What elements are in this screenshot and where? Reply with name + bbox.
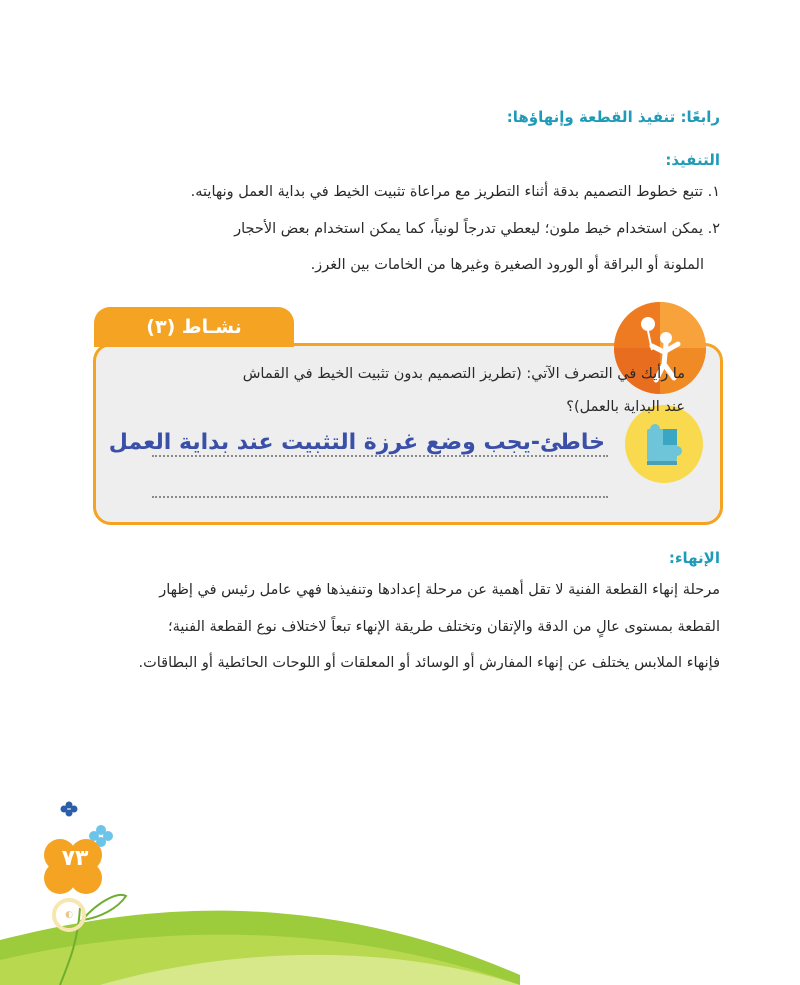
finishing-heading: الإنهاء: [668, 549, 720, 567]
finishing-line-3: فإنهاء الملابس يختلف عن إنهاء المفارش أو الوسائد أو المعلقات أو اللوحات الحائطية أو البطاقات. [138, 655, 720, 671]
activity-title: نشـاط (٣) [94, 307, 294, 347]
puzzle-piece-icon [625, 405, 703, 483]
section-heading: رابعًا: تنفيذ القطعة وإنهاؤها: [506, 108, 720, 126]
execution-step-1: ١. تتبع خطوط التصميم بدقة أثناء التطريز مع مراعاة تثبيت الخيط في بداية العمل ونهايته. [190, 184, 720, 200]
execution-heading: التنفيذ: [665, 151, 720, 169]
footer-decoration [0, 800, 800, 985]
answer-dotted-line-2 [152, 496, 608, 498]
finishing-line-1: مرحلة إنهاء القطعة الفنية لا تقل أهمية عن مرحلة إعدادها وتنفيذها فهي عامل رئيس في إظهار [159, 582, 720, 598]
activity-thinking-badge [625, 405, 703, 483]
finishing-line-2: القطعة بمستوى عالٍ من الدقة والإتقان وتختلف طريقة الإنهاء تبعاً لاختلاف نوع القطعة الفنية؛ [167, 619, 720, 635]
activity-question-line-2: عند البداية بالعمل)؟ [566, 399, 685, 415]
execution-step-2-line-2: الملونة أو البراقة أو الورود الصغيرة وغيرها من الخامات بين الغرز. [310, 257, 704, 273]
execution-step-2-line-1: ٢. يمكن استخدام خيط ملون؛ ليعطي تدرجاً لونياً، كما يمكن استخدام بعض الأحجار [234, 221, 720, 237]
handwritten-answer: خاطئ-يجب وضع غرزة التثبيت عند بداية العمل [108, 430, 605, 455]
answer-dotted-line-1 [152, 455, 608, 457]
page-number: ٧٣ [61, 846, 89, 871]
tiny-navy-flower-icon [61, 802, 78, 817]
publisher-logo-icon: ◐ [52, 898, 86, 932]
activity-question-line-1: ما رأيك في التصرف الآتي: (تطريز التصميم بدون تثبيت الخيط في القماش [242, 366, 685, 382]
